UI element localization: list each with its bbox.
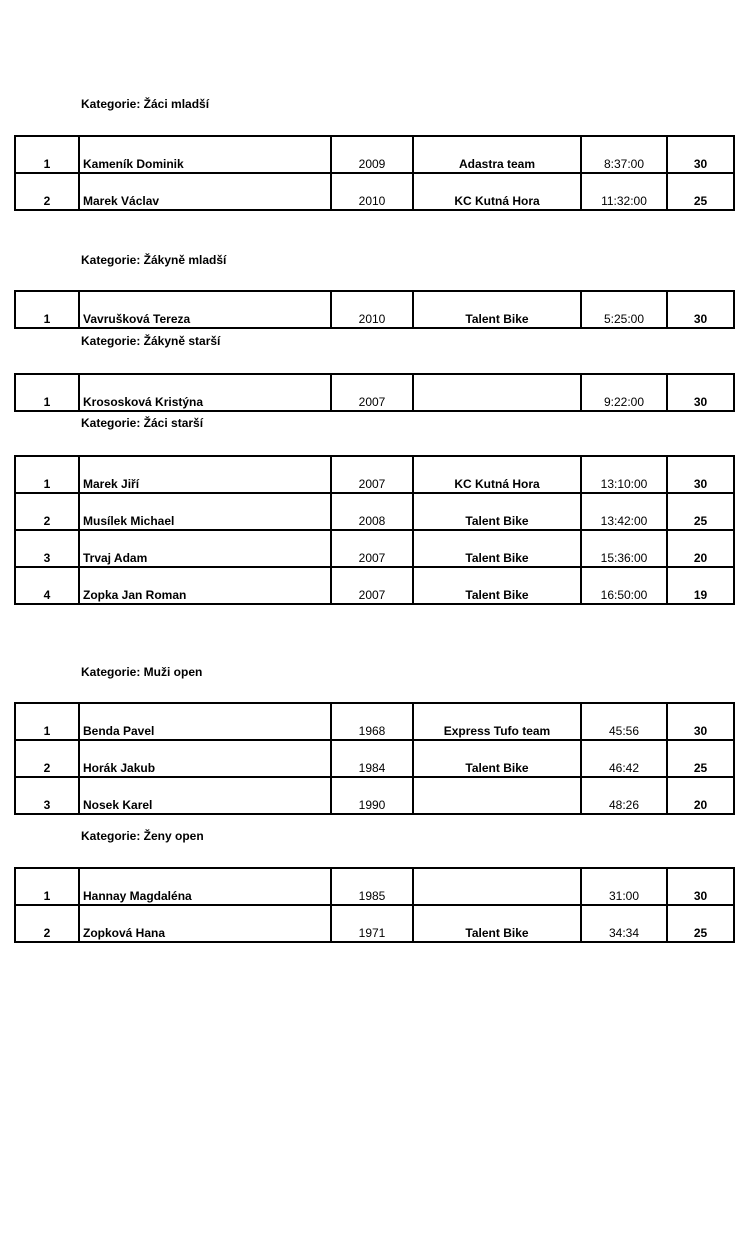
place-cell: 1 <box>15 868 79 905</box>
results-table <box>14 290 735 329</box>
time-cell: 15:36:00 <box>581 530 667 567</box>
name-cell: Benda Pavel <box>79 703 331 740</box>
points-cell: 25 <box>667 173 734 210</box>
year-cell: 1971 <box>331 905 413 942</box>
place-cell: 1 <box>15 291 79 328</box>
year-cell: 2007 <box>331 530 413 567</box>
table-row <box>15 530 734 567</box>
year-cell: 1968 <box>331 703 413 740</box>
name-cell: Marek Václav <box>79 173 331 210</box>
category-heading: Kategorie: Žáci mladší <box>81 97 210 111</box>
time-cell: 46:42 <box>581 740 667 777</box>
team-cell: Talent Bike <box>413 567 581 604</box>
points-cell: 20 <box>667 530 734 567</box>
year-cell: 2009 <box>331 136 413 173</box>
time-cell: 45:56 <box>581 703 667 740</box>
year-cell: 2010 <box>331 291 413 328</box>
place-cell: 3 <box>15 530 79 567</box>
table-row <box>15 136 734 173</box>
time-cell: 9:22:00 <box>581 374 667 411</box>
results-table <box>14 135 735 211</box>
table-row <box>15 456 734 493</box>
place-cell: 4 <box>15 567 79 604</box>
team-cell: Talent Bike <box>413 530 581 567</box>
team-cell <box>413 374 581 411</box>
name-cell: Musílek Michael <box>79 493 331 530</box>
time-cell: 13:42:00 <box>581 493 667 530</box>
name-cell: Vavrušková Tereza <box>79 291 331 328</box>
year-cell: 1985 <box>331 868 413 905</box>
time-cell: 11:32:00 <box>581 173 667 210</box>
table-row <box>15 703 734 740</box>
year-cell: 2008 <box>331 493 413 530</box>
name-cell: Marek Jiří <box>79 456 331 493</box>
time-cell: 5:25:00 <box>581 291 667 328</box>
place-cell: 3 <box>15 777 79 814</box>
results-table <box>14 455 735 605</box>
team-cell: Talent Bike <box>413 905 581 942</box>
year-cell: 2007 <box>331 456 413 493</box>
category-heading: Kategorie: Muži open <box>81 665 203 679</box>
year-cell: 2010 <box>331 173 413 210</box>
name-cell: Krososková Kristýna <box>79 374 331 411</box>
time-cell: 48:26 <box>581 777 667 814</box>
table-row <box>15 567 734 604</box>
place-cell: 2 <box>15 740 79 777</box>
team-cell: Talent Bike <box>413 740 581 777</box>
points-cell: 30 <box>667 291 734 328</box>
place-cell: 1 <box>15 456 79 493</box>
category-heading: Kategorie: Žákyně starší <box>81 334 221 348</box>
points-cell: 30 <box>667 456 734 493</box>
place-cell: 2 <box>15 173 79 210</box>
category-heading: Kategorie: Žákyně mladší <box>81 253 227 267</box>
year-cell: 2007 <box>331 567 413 604</box>
team-cell: KC Kutná Hora <box>413 173 581 210</box>
time-cell: 34:34 <box>581 905 667 942</box>
points-cell: 25 <box>667 740 734 777</box>
place-cell: 1 <box>15 703 79 740</box>
points-cell: 19 <box>667 567 734 604</box>
time-cell: 16:50:00 <box>581 567 667 604</box>
team-cell: Talent Bike <box>413 493 581 530</box>
name-cell: Horák Jakub <box>79 740 331 777</box>
results-table <box>14 702 735 815</box>
team-cell <box>413 777 581 814</box>
points-cell: 20 <box>667 777 734 814</box>
points-cell: 30 <box>667 703 734 740</box>
place-cell: 1 <box>15 136 79 173</box>
time-cell: 8:37:00 <box>581 136 667 173</box>
table-row <box>15 374 734 411</box>
points-cell: 25 <box>667 905 734 942</box>
category-heading: Kategorie: Ženy open <box>81 829 204 843</box>
points-cell: 30 <box>667 136 734 173</box>
place-cell: 2 <box>15 493 79 530</box>
year-cell: 1990 <box>331 777 413 814</box>
points-cell: 30 <box>667 868 734 905</box>
name-cell: Hannay Magdaléna <box>79 868 331 905</box>
table-row <box>15 740 734 777</box>
points-cell: 30 <box>667 374 734 411</box>
name-cell: Zopka Jan Roman <box>79 567 331 604</box>
place-cell: 1 <box>15 374 79 411</box>
year-cell: 2007 <box>331 374 413 411</box>
team-cell: Talent Bike <box>413 291 581 328</box>
place-cell: 2 <box>15 905 79 942</box>
time-cell: 13:10:00 <box>581 456 667 493</box>
team-cell: Express Tufo team <box>413 703 581 740</box>
team-cell: Adastra team <box>413 136 581 173</box>
name-cell: Nosek Karel <box>79 777 331 814</box>
name-cell: Trvaj Adam <box>79 530 331 567</box>
results-table <box>14 867 735 943</box>
points-cell: 25 <box>667 493 734 530</box>
category-heading: Kategorie: Žáci starší <box>81 416 204 430</box>
team-cell <box>413 868 581 905</box>
results-table <box>14 373 735 412</box>
name-cell: Kameník Dominik <box>79 136 331 173</box>
table-row <box>15 173 734 210</box>
team-cell: KC Kutná Hora <box>413 456 581 493</box>
year-cell: 1984 <box>331 740 413 777</box>
time-cell: 31:00 <box>581 868 667 905</box>
table-row <box>15 777 734 814</box>
table-row <box>15 493 734 530</box>
table-row <box>15 868 734 905</box>
table-row <box>15 905 734 942</box>
name-cell: Zopková Hana <box>79 905 331 942</box>
table-row <box>15 291 734 328</box>
